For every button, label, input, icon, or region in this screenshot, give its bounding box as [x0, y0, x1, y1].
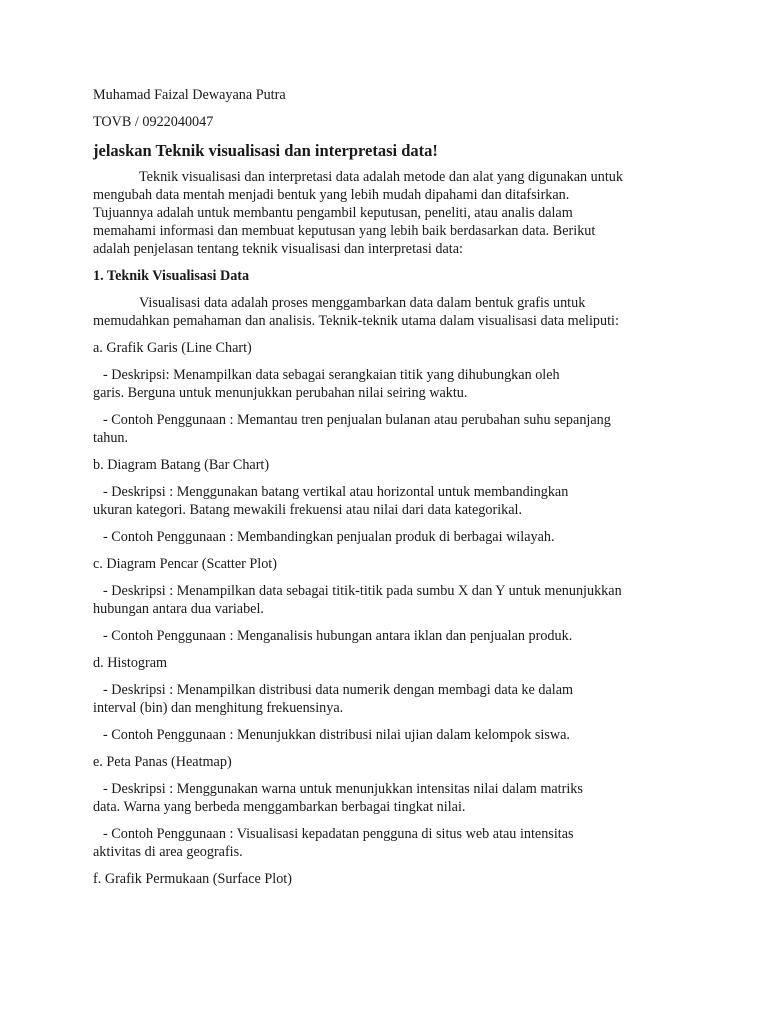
item-description: [93, 366, 678, 402]
example-line: - Contoh Penggunaan : Menunjukkan distribusi nilai ujian dalam kelompok siswa.: [103, 727, 570, 743]
document-title: jelaskan Teknik visualisasi dan interpretasi data!: [93, 141, 438, 160]
section-intro-paragraph: [93, 294, 678, 330]
section-heading: 1. Teknik Visualisasi Data: [93, 268, 250, 284]
section-intro-line: Visualisasi data adalah proses menggambarkan data dalam bentuk grafis untuk: [139, 295, 586, 311]
example-line: tahun.: [93, 430, 129, 446]
intro-line: adalah penjelasan tentang teknik visualisasi dan interpretasi data:: [93, 241, 463, 257]
item-example: [93, 825, 678, 861]
item-example: [93, 411, 678, 447]
intro-line: memahami informasi dan membuat keputusan yang lebih baik berdasarkan data. Berikut: [93, 223, 596, 239]
description-line: - Deskripsi : Menampilkan distribusi data numerik dengan membagi data ke dalam: [103, 682, 574, 698]
document-page: [93, 86, 678, 897]
example-line: aktivitas di area geografis.: [93, 844, 243, 860]
item-heading: b. Diagram Batang (Bar Chart): [93, 457, 270, 473]
description-line: hubungan antara dua variabel.: [93, 601, 264, 617]
item-heading: e. Peta Panas (Heatmap): [93, 754, 232, 770]
item-heading: a. Grafik Garis (Line Chart): [93, 340, 252, 356]
intro-line: Tujuannya adalah untuk membantu pengambil keputusan, peneliti, atau analis dalam: [93, 205, 573, 221]
description-line: - Deskripsi : Menggunakan warna untuk menunjukkan intensitas nilai dalam matriks: [103, 781, 583, 797]
example-line: - Contoh Penggunaan : Menganalisis hubungan antara iklan dan penjualan produk.: [103, 628, 573, 644]
description-line: - Deskripsi : Menggunakan batang vertikal atau horizontal untuk membandingkan: [103, 484, 569, 500]
item-heading: d. Histogram: [93, 655, 168, 671]
author-name: Muhamad Faizal Dewayana Putra: [93, 87, 286, 103]
item-description: [93, 483, 678, 519]
item-example: [93, 627, 678, 645]
item-heading: f. Grafik Permukaan (Surface Plot): [93, 871, 292, 887]
description-line: - Deskripsi: Menampilkan data sebagai serangkaian titik yang dihubungkan oleh: [103, 367, 560, 383]
item-description: [93, 582, 678, 618]
section-intro-line: memudahkan pemahaman dan analisis. Teknik-teknik utama dalam visualisasi data meliputi:: [93, 313, 619, 329]
description-line: interval (bin) dan menghitung frekuensinya.: [93, 700, 344, 716]
example-line: - Contoh Penggunaan : Membandingkan penjualan produk di berbagai wilayah.: [103, 529, 555, 545]
description-line: garis. Berguna untuk menunjukkan perubahan nilai seiring waktu.: [93, 385, 468, 401]
intro-line: Teknik visualisasi dan interpretasi data adalah metode dan alat yang digunakan untuk: [139, 169, 623, 185]
item-description: [93, 780, 678, 816]
description-line: - Deskripsi : Menampilkan data sebagai titik-titik pada sumbu X dan Y untuk menunjukkan: [103, 583, 622, 599]
item-description: [93, 681, 678, 717]
item-example: [93, 528, 678, 546]
student-id: TOVB / 0922040047: [93, 114, 214, 130]
item-heading: c. Diagram Pencar (Scatter Plot): [93, 556, 277, 572]
item-example: [93, 726, 678, 744]
description-line: ukuran kategori. Batang mewakili frekuensi atau nilai dari data kategorikal.: [93, 502, 523, 518]
intro-line: mengubah data mentah menjadi bentuk yang lebih mudah dipahami dan ditafsirkan.: [93, 187, 570, 203]
example-line: - Contoh Penggunaan : Visualisasi kepadatan pengguna di situs web atau intensitas: [103, 826, 574, 842]
intro-paragraph: [93, 168, 678, 258]
example-line: - Contoh Penggunaan : Memantau tren penjualan bulanan atau perubahan suhu sepanjang: [103, 412, 611, 428]
description-line: data. Warna yang berbeda menggambarkan berbagai tingkat nilai.: [93, 799, 466, 815]
